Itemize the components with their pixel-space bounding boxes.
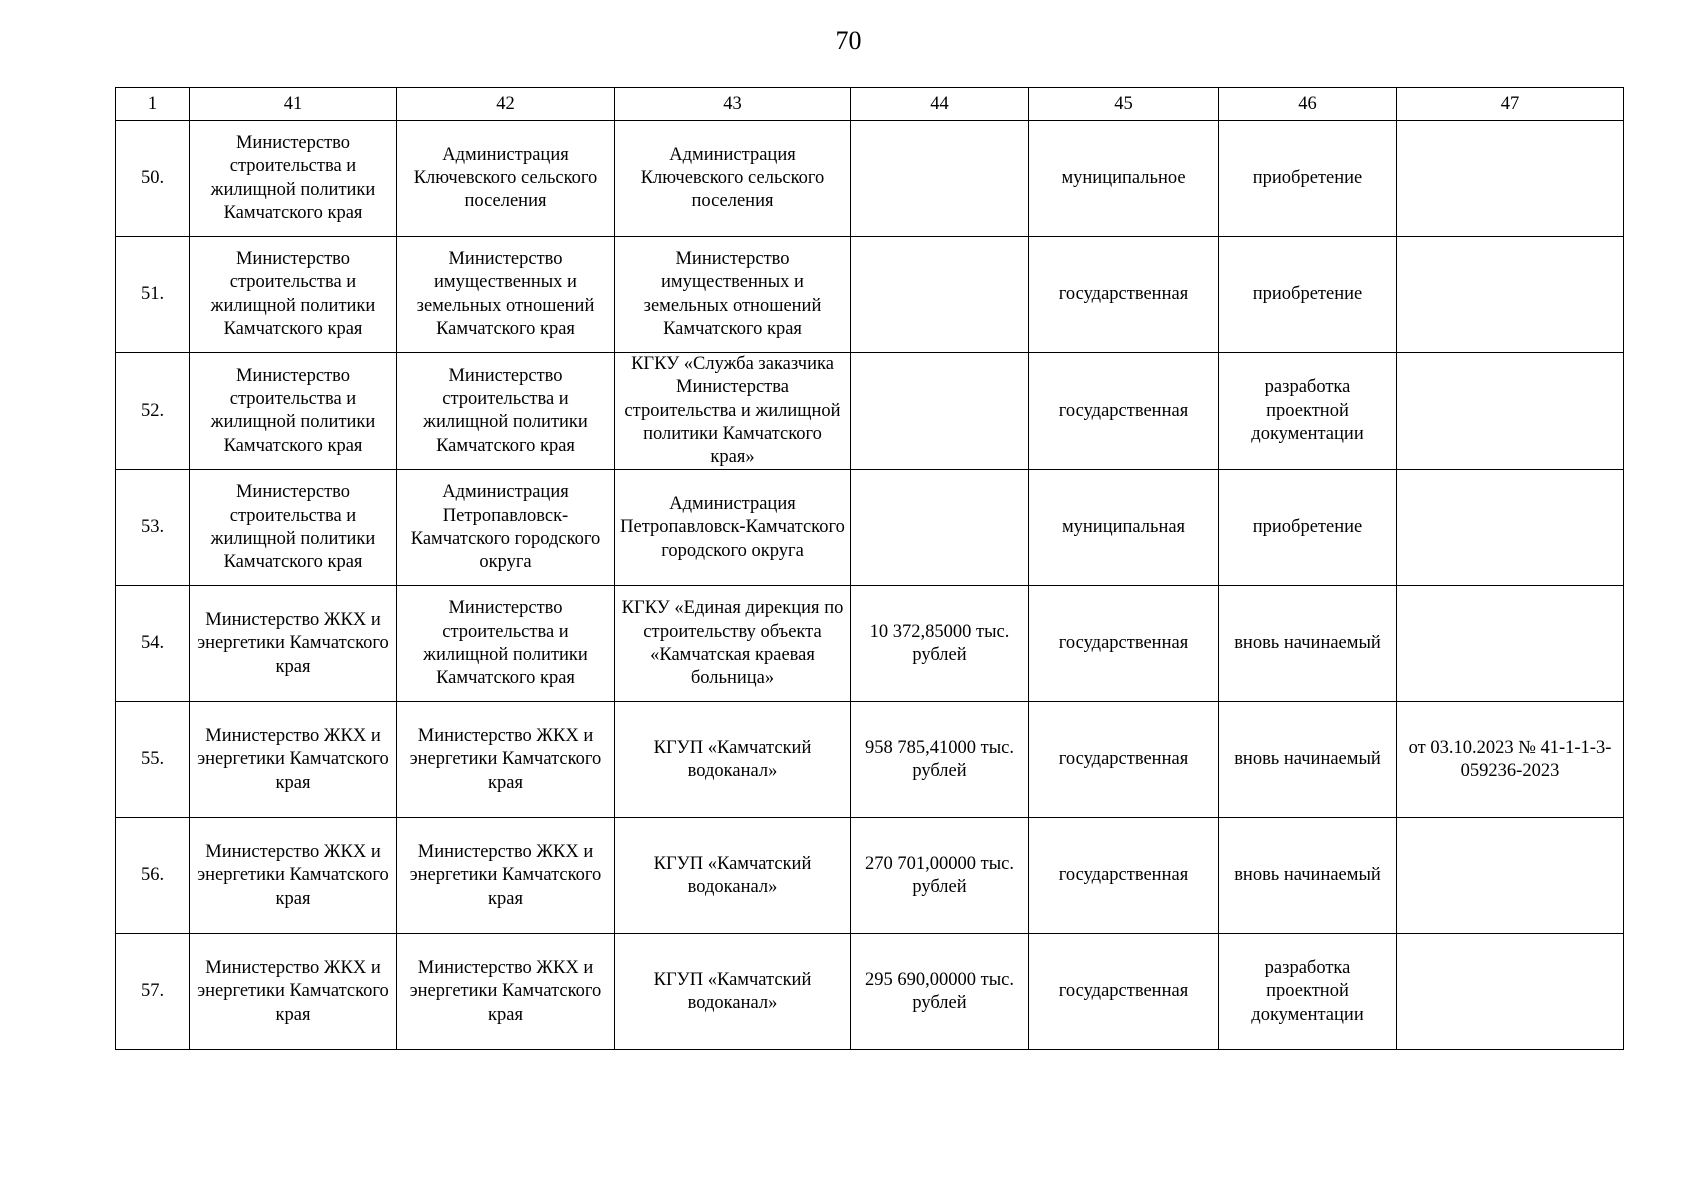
recipient-cell: Администрация Ключевского сельского поселения [397,121,615,237]
expertise-cell [1397,237,1624,353]
header-cell-col-41: 41 [190,88,397,121]
row-number-cell: 54. [116,586,190,702]
recipient-cell: Министерство строительства и жилищной политики Камчатского края [397,586,615,702]
customer-cell: Администрация Ключевского сельского поселения [615,121,851,237]
responsible-ministry-cell: Министерство ЖКХ и энергетики Камчатского края [190,702,397,818]
customer-cell: КГУП «Камчатский водоканал» [615,818,851,934]
cost-cell: 270 701,00000 тыс. рублей [851,818,1029,934]
cost-cell [851,470,1029,586]
row-number-cell: 52. [116,353,190,470]
expertise-cell: от 03.10.2023 № 41-1-1-3-059236-2023 [1397,702,1624,818]
expertise-cell [1397,353,1624,470]
table-row [116,470,1624,586]
page-number: 70 [835,26,862,55]
cost-cell [851,353,1029,470]
status-cell: вновь начинаемый [1219,818,1397,934]
recipient-cell: Министерство имущественных и земельных отношений Камчатского края [397,237,615,353]
ownership-cell: государственная [1029,237,1219,353]
customer-cell: КГКУ «Служба заказчика Министерства строительства и жилищной политики Камчатского края» [615,353,851,470]
row-number-cell: 56. [116,818,190,934]
header-cell-col-1: 1 [116,88,190,121]
recipient-cell: Администрация Петропавловск-Камчатского городского округа [397,470,615,586]
recipient-cell: Министерство строительства и жилищной политики Камчатского края [397,353,615,470]
status-cell: приобретение [1219,121,1397,237]
table-row [116,121,1624,237]
responsible-ministry-cell: Министерство ЖКХ и энергетики Камчатского края [190,934,397,1050]
row-number-cell: 53. [116,470,190,586]
row-number-cell: 51. [116,237,190,353]
status-cell: приобретение [1219,237,1397,353]
table-row [116,702,1624,818]
responsible-ministry-cell: Министерство строительства и жилищной политики Камчатского края [190,353,397,470]
customer-cell: Министерство имущественных и земельных отношений Камчатского края [615,237,851,353]
header-cell-col-42: 42 [397,88,615,121]
cost-cell [851,121,1029,237]
cost-cell: 10 372,85000 тыс. рублей [851,586,1029,702]
ownership-cell: муниципальное [1029,121,1219,237]
customer-cell: КГУП «Камчатский водоканал» [615,702,851,818]
table-row [116,353,1624,470]
header-cell-col-43: 43 [615,88,851,121]
expertise-cell [1397,121,1624,237]
header-row [116,88,1624,121]
cost-cell [851,237,1029,353]
responsible-ministry-cell: Министерство строительства и жилищной политики Камчатского края [190,237,397,353]
responsible-ministry-cell: Министерство строительства и жилищной политики Камчатского края [190,121,397,237]
customer-cell: КГУП «Камчатский водоканал» [615,934,851,1050]
row-number-cell: 55. [116,702,190,818]
cost-cell: 295 690,00000 тыс. рублей [851,934,1029,1050]
responsible-ministry-cell: Министерство строительства и жилищной политики Камчатского края [190,470,397,586]
expertise-cell [1397,586,1624,702]
responsible-ministry-cell: Министерство ЖКХ и энергетики Камчатского края [190,586,397,702]
header-cell-col-47: 47 [1397,88,1624,121]
recipient-cell: Министерство ЖКХ и энергетики Камчатского края [397,934,615,1050]
ownership-cell: муниципальная [1029,470,1219,586]
table-row [116,934,1624,1050]
responsible-ministry-cell: Министерство ЖКХ и энергетики Камчатского края [190,818,397,934]
ownership-cell: государственная [1029,934,1219,1050]
customer-cell: Администрация Петропавловск-Камчатского городского округа [615,470,851,586]
status-cell: вновь начинаемый [1219,702,1397,818]
table-row [116,237,1624,353]
data-table [115,87,1624,1050]
header-cell-col-44: 44 [851,88,1029,121]
expertise-cell [1397,470,1624,586]
ownership-cell: государственная [1029,702,1219,818]
table-row [116,586,1624,702]
status-cell: приобретение [1219,470,1397,586]
customer-cell: КГКУ «Единая дирекция по строительству объекта «Камчатская краевая больница» [615,586,851,702]
expertise-cell [1397,818,1624,934]
recipient-cell: Министерство ЖКХ и энергетики Камчатского края [397,702,615,818]
cost-cell: 958 785,41000 тыс. рублей [851,702,1029,818]
ownership-cell: государственная [1029,818,1219,934]
row-number-cell: 57. [116,934,190,1050]
status-cell: разработка проектной документации [1219,353,1397,470]
header-cell-col-45: 45 [1029,88,1219,121]
status-cell: разработка проектной документации [1219,934,1397,1050]
header-cell-col-46: 46 [1219,88,1397,121]
row-number-cell: 50. [116,121,190,237]
ownership-cell: государственная [1029,353,1219,470]
ownership-cell: государственная [1029,586,1219,702]
expertise-cell [1397,934,1624,1050]
status-cell: вновь начинаемый [1219,586,1397,702]
recipient-cell: Министерство ЖКХ и энергетики Камчатского края [397,818,615,934]
table-row [116,818,1624,934]
